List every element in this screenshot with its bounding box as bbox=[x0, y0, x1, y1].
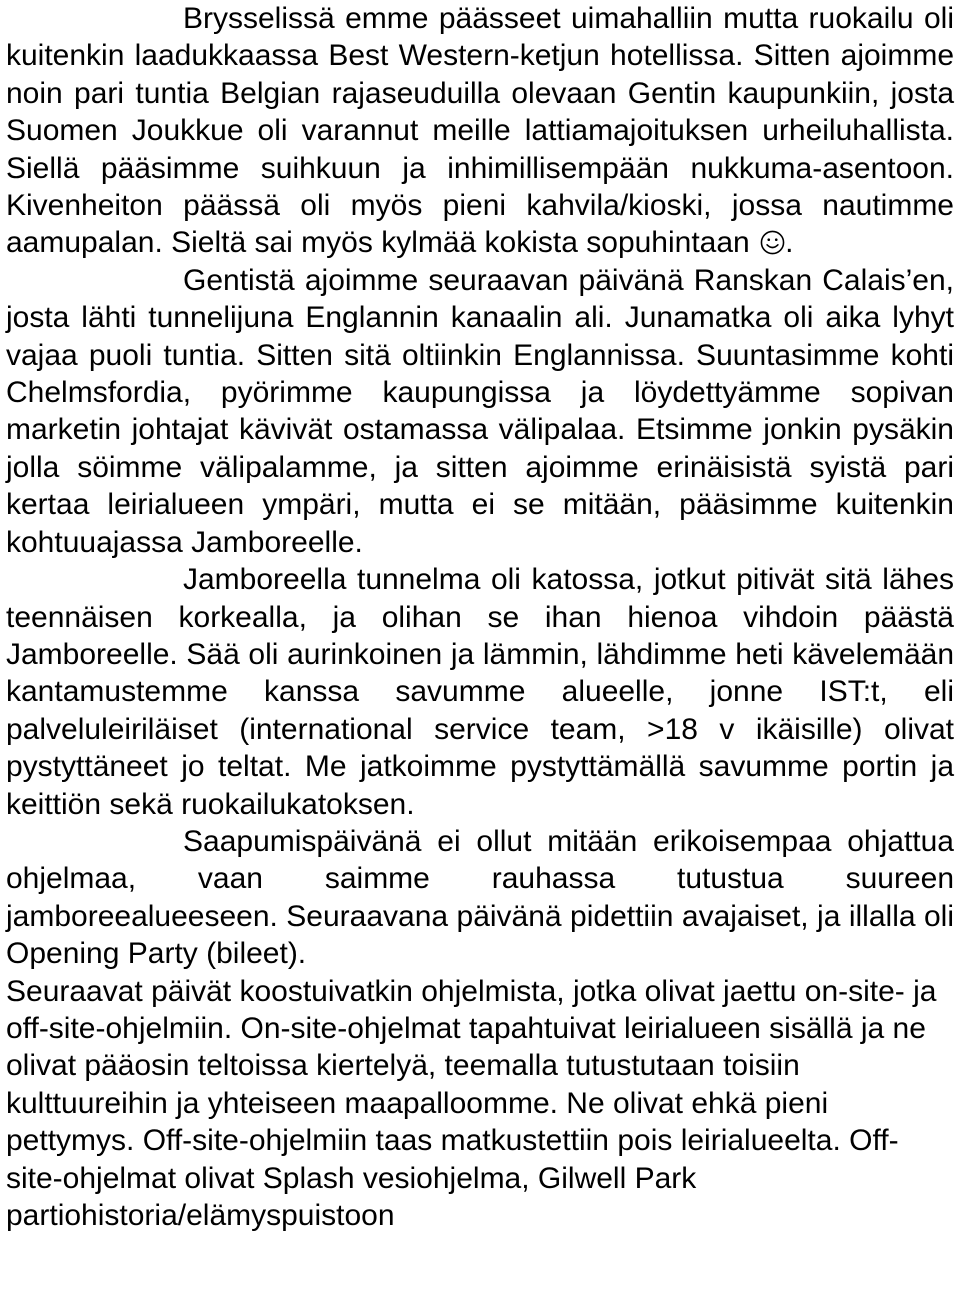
smiley-face-icon bbox=[760, 230, 785, 255]
paragraph-jamboree-arrival: Jamboreella tunnelma oli katossa, jotkut pitivät sitä lähes teennäisen korkealla, ja olihan se ihan hienoa vihdoin päästä Jamboreelle. Sää oli aurinkoinen ja lämmin, lähdimme heti kävelemään kantamustemme kanssa savumme alueelle, jonne IST:t, eli palveluleiriläiset (international service team, >18 v ikäisille) olivat pystyttäneet jo teltat. Me jatkoimme pystyttämällä savumme portin ja keittiön sekä ruokailukatoksen. bbox=[6, 563, 954, 821]
document-page bbox=[6, 0, 954, 1234]
paragraph-ghent: Gentistä ajoimme seuraavan päivänä Ranskan Calais’en, josta lähti tunnelijuna Englannin kanaalin ali. Junamatka oli aika lyhyt vajaa puoli tuntia. Sitten sitä oltiinkin Englannissa. Suuntasimme kohti Chelmsfordia, pyörimme kaupungissa ja löydettyämme sopivan marketin johtajat kävivät ostamassa välipalaa. Etsimme jonkin pysäkin jolla söimme välipalamme, ja sitten ajoimme erinäisistä syistä pari kertaa leirialueen ympäri, mutta ei se mitään, pääsimme kuitenkin kohtuuajassa Jamboreelle. bbox=[6, 263, 954, 559]
paragraph-text-end: . bbox=[785, 226, 794, 260]
paragraph-brussels bbox=[6, 0, 954, 262]
paragraph-text: Brysselissä emme päässeet uimahalliin mutta ruokailu oli kuitenkin laadukkaassa Best Western-ketjun hotellissa. Sitten ajoimme noin pari tuntia Belgian rajaseuduilla olevaan Gentin kaupunkiin, josta Suomen Joukkue oli varannut meille lattiamajoituksen urheiluhallista. Siellä pääsimme suihkuun ja inhimillisempään nukkuma-asentoon. Kivenheiton päässä oli myös pieni kahvila/kioski, jossa nautimme aamupalan. Sieltä sai myös kylmää kokista sopuhintaan bbox=[6, 2, 954, 260]
paragraph-programmes: Seuraavat päivät koostuivatkin ohjelmista, jotka olivat jaettu on-site- ja off-site-ohjelmiin. On-site-ohjelmat tapahtuivat leirialueen sisällä ja ne olivat pääosin teltoissa kiertelyä, teemalla tutustutaan toisiin kulttuureihin ja yhteiseen maapalloomme. Ne olivat ehkä pieni pettymys. Off-site-ohjelmiin taas matkustettiin pois leirialueelta. Off-site-ohjelmat olivat Splash vesiohjelma, Gilwell Park partiohistoria/elämyspuistoon bbox=[6, 974, 937, 1232]
paragraph-first-day: Saapumispäivänä ei ollut mitään erikoisempaa ohjattua ohjelmaa, vaan saimme rauhassa tutustua suureen jamboreealueeseen. Seuraavana päivänä pidettiin avajaiset, ja illalla oli Opening Party (bileet). bbox=[6, 824, 954, 971]
